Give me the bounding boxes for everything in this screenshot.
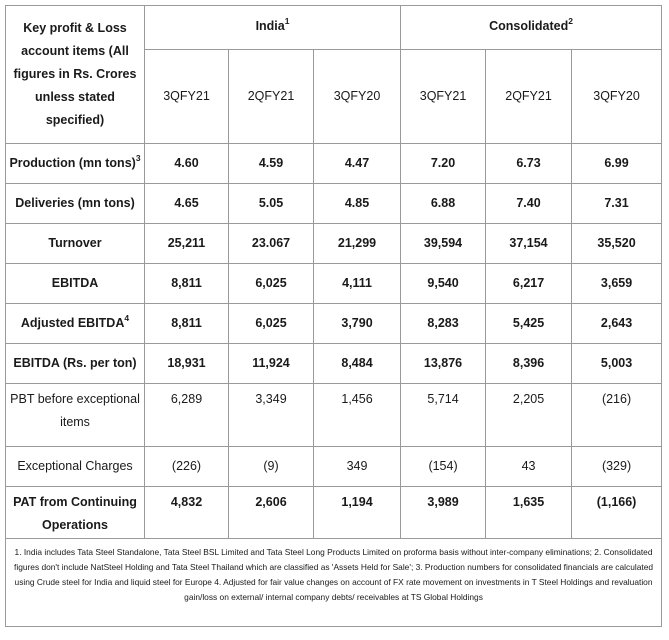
row-label-text: Turnover: [48, 236, 102, 250]
row-label: [6, 344, 145, 384]
row-label: [6, 304, 145, 344]
row-label: [6, 447, 145, 487]
row-value: 23.067: [229, 224, 314, 264]
row-value: 6.73: [486, 144, 572, 184]
row-value: 4.47: [314, 144, 401, 184]
table-row: [6, 304, 662, 344]
header-india-sup: 1: [284, 15, 290, 26]
row-value: 9,540: [401, 264, 486, 304]
row-value: 1,194: [314, 487, 401, 539]
row-value: 8,484: [314, 344, 401, 384]
table-row: [6, 184, 662, 224]
row-value: (1,166): [572, 487, 662, 539]
row-value: (216): [572, 384, 662, 447]
row-value: 349: [314, 447, 401, 487]
row-value: 6,025: [229, 264, 314, 304]
period-header-1: 2QFY21: [229, 50, 314, 144]
row-value: 37,154: [486, 224, 572, 264]
row-value: 5,425: [486, 304, 572, 344]
row-value: (329): [572, 447, 662, 487]
row-value: 25,211: [145, 224, 229, 264]
row-value: 6,289: [145, 384, 229, 447]
footnote: 1. India includes Tata Steel Standalone, Tata Steel BSL Limited and Tata Steel Long Products Limited on proforma basis without inter-company eliminations; 2. Consolidated figures don't include NatSteel Holding and Tata Steel Thailand which are classified as 'Assets Held for Sale'; 3. Production numbers for consolidated financials are calculated using Crude steel for India and liquid steel for Europe 4. Adjusted for fair value changes on account of FX rate movement on investments in T Steel Holdings and revaluation gain/loss on external/ internal company debts/ receivables at TS Global Holdings: [6, 539, 662, 627]
row-value: 4,832: [145, 487, 229, 539]
row-label-text: Production (mn tons): [9, 156, 136, 170]
row-label-text: Adjusted EBITDA: [20, 316, 125, 330]
row-value: (154): [401, 447, 486, 487]
header-india-text: India: [255, 19, 285, 33]
row-value: 6.88: [401, 184, 486, 224]
row-label-text: Deliveries (mn tons): [15, 196, 135, 210]
row-label-text: Exceptional Charges: [17, 459, 133, 473]
row-value: 4.60: [145, 144, 229, 184]
row-value: 5,003: [572, 344, 662, 384]
row-value: 4.59: [229, 144, 314, 184]
row-label: [6, 384, 145, 447]
header-india: [145, 6, 401, 50]
table-row: [6, 384, 662, 447]
row-value: 1,635: [486, 487, 572, 539]
row-value: 2,205: [486, 384, 572, 447]
period-header-3: 3QFY21: [401, 50, 486, 144]
row-label-text: PBT before exceptional items: [10, 392, 140, 429]
row-value: (9): [229, 447, 314, 487]
row-label: [6, 264, 145, 304]
table-row: [6, 224, 662, 264]
table-row: [6, 487, 662, 539]
row-value: 4,111: [314, 264, 401, 304]
row-value: 5,714: [401, 384, 486, 447]
period-header-4: 2QFY21: [486, 50, 572, 144]
footnote-row: [6, 539, 662, 627]
row-value: 3,659: [572, 264, 662, 304]
row-value: 2,643: [572, 304, 662, 344]
row-value: 35,520: [572, 224, 662, 264]
row-value: 7.31: [572, 184, 662, 224]
row-label: [6, 487, 145, 539]
row-value: 3,989: [401, 487, 486, 539]
period-header-0: 3QFY21: [145, 50, 229, 144]
header-consolidated: [401, 6, 662, 50]
row-value: 11,924: [229, 344, 314, 384]
table-row: [6, 344, 662, 384]
row-value: 6,217: [486, 264, 572, 304]
row-value: 18,931: [145, 344, 229, 384]
profit-loss-table: [5, 5, 662, 627]
header-group-row: [6, 6, 662, 50]
row-label-sup: 4: [124, 312, 130, 323]
row-value: 3,349: [229, 384, 314, 447]
row-value: 13,876: [401, 344, 486, 384]
table-body: [6, 144, 662, 539]
row-value: 4.85: [314, 184, 401, 224]
row-value: 43: [486, 447, 572, 487]
row-label-text: EBITDA: [51, 276, 99, 290]
table-row: [6, 264, 662, 304]
row-label-sup: 3: [135, 152, 141, 163]
row-value: 1,456: [314, 384, 401, 447]
row-value: 5.05: [229, 184, 314, 224]
row-value: 21,299: [314, 224, 401, 264]
table-row: [6, 144, 662, 184]
period-header-5: 3QFY20: [572, 50, 662, 144]
row-value: 7.20: [401, 144, 486, 184]
row-value: 7.40: [486, 184, 572, 224]
table-row: [6, 447, 662, 487]
row-label: [6, 144, 145, 184]
row-value: 39,594: [401, 224, 486, 264]
financial-table-container: [5, 5, 661, 627]
row-label: [6, 184, 145, 224]
header-consolidated-sup: 2: [568, 15, 573, 26]
row-value: 8,283: [401, 304, 486, 344]
row-value: 3,790: [314, 304, 401, 344]
row-value: 6.99: [572, 144, 662, 184]
row-value: 8,811: [145, 304, 229, 344]
row-value: 8,811: [145, 264, 229, 304]
row-value: 8,396: [486, 344, 572, 384]
row-label-text: PAT from Continuing Operations: [13, 495, 137, 532]
row-value: 2,606: [229, 487, 314, 539]
header-label-cell: Key profit & Loss account items (All figures in Rs. Crores unless stated specified): [6, 6, 145, 144]
row-label: [6, 224, 145, 264]
row-label-text: EBITDA (Rs. per ton): [13, 356, 137, 370]
row-value: (226): [145, 447, 229, 487]
row-value: 4.65: [145, 184, 229, 224]
header-consolidated-text: Consolidated: [489, 19, 569, 33]
row-value: 6,025: [229, 304, 314, 344]
period-header-2: 3QFY20: [314, 50, 401, 144]
